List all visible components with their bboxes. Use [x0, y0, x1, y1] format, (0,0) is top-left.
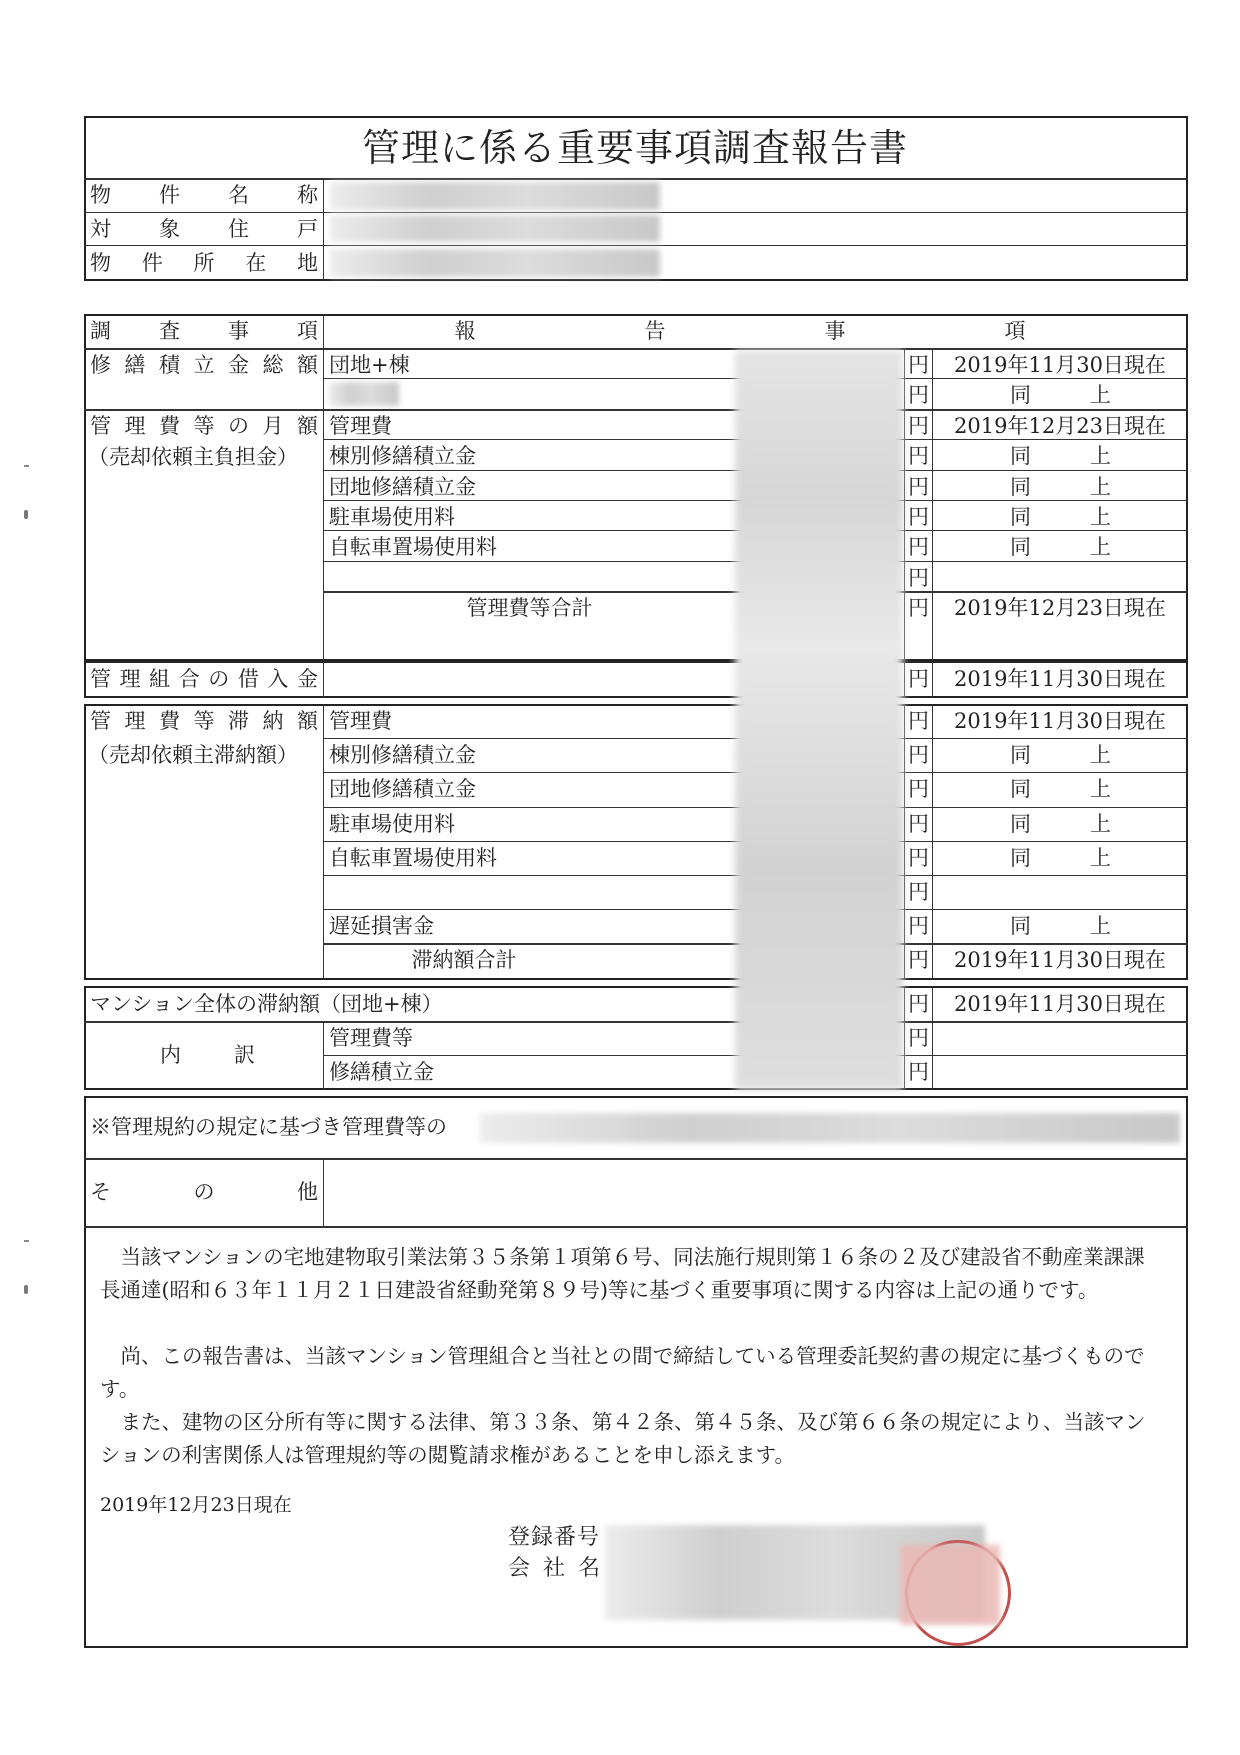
col-header-survey-item: 調査事項 — [90, 319, 318, 343]
yen-unit: 円 — [908, 535, 929, 559]
registration-number-label: 登録番号 — [508, 1525, 601, 1550]
document-title: 管理に係る重要事項調査報告書 — [361, 126, 908, 170]
arrears-row-date-same-2: 上 — [1090, 812, 1111, 836]
col-header-report-1: 報 — [454, 319, 476, 343]
monthly-fee-row-date-same-2: 上 — [1090, 535, 1111, 559]
scan-mark — [24, 465, 29, 467]
yen-unit: 円 — [908, 992, 929, 1016]
breakdown-label: 内訳 — [160, 1043, 255, 1067]
yen-unit: 円 — [908, 414, 929, 438]
arrears-row-item: 団地修繕積立金 — [329, 777, 476, 801]
arrears-label: 管理費等滞納額 — [90, 709, 318, 733]
bylaw-note-redacted — [480, 1113, 1180, 1143]
col-header-report-3: 事 — [824, 319, 846, 343]
arrears-row-item: 自転車置場使用料 — [329, 846, 497, 870]
amounts-redacted — [735, 350, 903, 1090]
yen-unit: 円 — [908, 475, 929, 499]
repair-reserve-row-date: 2019年11月30日現在 — [954, 353, 1166, 377]
repair-reserve-row-date-same-2: 上 — [1090, 383, 1111, 407]
monthly-fee-row-date-same-1: 同 — [1010, 475, 1031, 499]
yen-unit: 円 — [908, 743, 929, 767]
breakdown-item-repair: 修繕積立金 — [329, 1060, 434, 1084]
arrears-row-date-same-2: 上 — [1090, 914, 1111, 938]
yen-unit: 円 — [908, 709, 929, 733]
arrears-row-date: 2019年11月30日現在 — [954, 709, 1166, 733]
statement-paragraph-2: 尚、この報告書は、当該マンション管理組合と当社との間で締結している管理委託契約書の規定に基づくものです。 — [100, 1344, 1145, 1401]
yen-unit: 円 — [908, 1060, 929, 1084]
statement-date: 2019年12月23日現在 — [100, 1494, 292, 1516]
yen-unit: 円 — [908, 948, 929, 972]
yen-unit: 円 — [908, 505, 929, 529]
arrears-row-date-same-2: 上 — [1090, 777, 1111, 801]
col-header-report-2: 告 — [644, 319, 666, 343]
association-loan-label: 管理組合の借入金 — [90, 667, 318, 691]
target-unit-value-redacted — [330, 215, 660, 242]
monthly-fee-total-row-date: 2019年12月23日現在 — [954, 596, 1166, 620]
yen-unit: 円 — [908, 880, 929, 904]
monthly-fee-row-item: 自転車置場使用料 — [329, 535, 497, 559]
col-header-report-4: 項 — [1004, 319, 1026, 343]
monthly-fee-row-date-same-2: 上 — [1090, 475, 1111, 499]
yen-unit: 円 — [908, 566, 929, 590]
monthly-fee-row-date: 2019年12月23日現在 — [954, 414, 1166, 438]
monthly-fees-sublabel: （売却依頼主負担金） — [88, 445, 298, 469]
scan-mark — [24, 1285, 28, 1294]
arrears-sublabel: （売却依頼主滞納額） — [88, 743, 298, 767]
other-label: その他 — [90, 1180, 318, 1204]
arrears-row-item: 駐車場使用料 — [329, 812, 455, 836]
yen-unit: 円 — [908, 353, 929, 377]
monthly-fee-row-item: 管理費 — [329, 414, 392, 438]
property-name-label: 物件名称 — [90, 183, 318, 207]
statement-paragraph-3: また、建物の区分所有等に関する法律、第３３条、第４２条、第４５条、及び第６６条の規定により、当該マンションの利害関係人は管理規約等の閲覧請求権があることを申し添えます。 — [100, 1410, 1146, 1467]
scan-mark — [24, 1240, 29, 1242]
monthly-fee-row-item: 駐車場使用料 — [329, 505, 455, 529]
yen-unit: 円 — [908, 383, 929, 407]
arrears-total-row-date: 2019年11月30日現在 — [954, 948, 1166, 972]
yen-unit: 円 — [908, 444, 929, 468]
yen-unit: 円 — [908, 1026, 929, 1050]
monthly-fee-row-date-same-1: 同 — [1010, 535, 1031, 559]
arrears-row-item: 管理費 — [329, 709, 392, 733]
company-seal-redacted — [900, 1545, 1000, 1625]
arrears-row-item: 遅延損害金 — [329, 914, 434, 938]
breakdown-item-management: 管理費等 — [329, 1026, 413, 1050]
repair-reserve-total-label: 修繕積立金総額 — [90, 353, 318, 377]
yen-unit: 円 — [908, 596, 929, 620]
repair-reserve-row-item: 団地+棟 — [329, 353, 410, 377]
arrears-row-item: 棟別修繕積立金 — [329, 743, 476, 767]
company-name-label: 会社名 — [508, 1556, 600, 1581]
repair-reserve-item-redacted — [329, 382, 399, 406]
property-location-label: 物件所在地 — [90, 251, 318, 275]
building-arrears-date: 2019年11月30日現在 — [954, 992, 1166, 1016]
property-name-value-redacted — [330, 182, 660, 210]
property-location-value-redacted — [330, 249, 660, 277]
arrears-row-date-same-1: 同 — [1010, 914, 1031, 938]
monthly-fee-row-item: 棟別修繕積立金 — [329, 444, 476, 468]
yen-unit: 円 — [908, 777, 929, 801]
arrears-row-date-same-1: 同 — [1010, 743, 1031, 767]
monthly-fee-row-date-same-2: 上 — [1090, 444, 1111, 468]
monthly-fee-row-item: 団地修繕積立金 — [329, 475, 476, 499]
monthly-fee-row-date-same-1: 同 — [1010, 505, 1031, 529]
arrears-row-date-same-1: 同 — [1010, 812, 1031, 836]
association-loan-date: 2019年11月30日現在 — [954, 667, 1166, 691]
statement-paragraph-1: 当該マンションの宅地建物取引業法第３５条第１項第６号、同法施行規則第１６条の２及び建設省不動産業課課長通達(昭和６３年１１月２１日建設省経動発第８９号)等に基づく重要事項に関する内容は上記の通りです。 — [100, 1245, 1145, 1302]
yen-unit: 円 — [908, 667, 929, 691]
arrears-row-date-same-2: 上 — [1090, 743, 1111, 767]
monthly-fee-total-label: 管理費等合計 — [466, 596, 593, 620]
target-unit-label: 対象住戸 — [90, 217, 318, 241]
yen-unit: 円 — [908, 914, 929, 938]
arrears-total-label: 滞納額合計 — [411, 948, 517, 972]
monthly-fee-row-date-same-2: 上 — [1090, 505, 1111, 529]
yen-unit: 円 — [908, 846, 929, 870]
arrears-row-date-same-1: 同 — [1010, 777, 1031, 801]
arrears-row-date-same-2: 上 — [1090, 846, 1111, 870]
arrears-row-date-same-1: 同 — [1010, 846, 1031, 870]
building-arrears-label: マンション全体の滞納額（団地+棟） — [90, 992, 443, 1016]
repair-reserve-row-date-same-1: 同 — [1010, 383, 1031, 407]
scan-mark — [24, 510, 28, 519]
monthly-fees-label: 管理費等の月額 — [90, 414, 318, 438]
bylaw-note: ※管理規約の規定に基づき管理費等の — [90, 1115, 447, 1139]
yen-unit: 円 — [908, 812, 929, 836]
monthly-fee-row-date-same-1: 同 — [1010, 444, 1031, 468]
